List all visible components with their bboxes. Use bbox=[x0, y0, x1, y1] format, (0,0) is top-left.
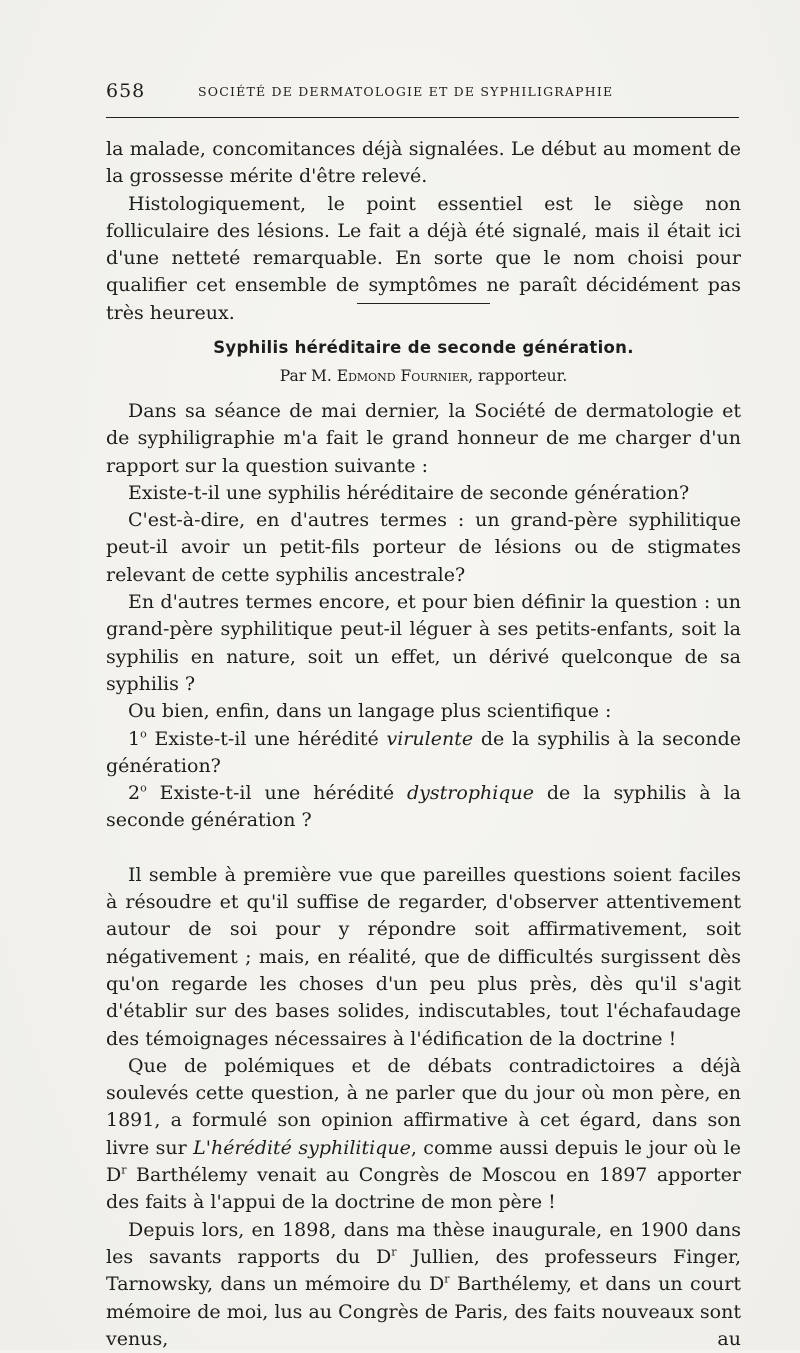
byline bbox=[106, 367, 741, 385]
paragraph: la malade, concomitances déjà signalées. Le début au moment de la grossesse mérite d'être relevé. bbox=[106, 138, 741, 188]
emphasis: dystrophique bbox=[407, 782, 534, 805]
question-number: 1 bbox=[128, 727, 141, 750]
ordinal-mark: o bbox=[140, 781, 147, 795]
paragraph: Il semble à première vue que pareilles questions soient faciles à résoudre et qu'il suffise de regarder, d'observer attentivement autour de soi pour y répondre soit affirmativement, soit négativement ; mais, en réalité, que de difficultés surgissent dès qu'on regarde les choses d'un peu plus près, dès qu'il s'agit d'établir sur des bases solides, indiscutables, tout l'échafaudage des témoignages nécessaires à l'édification de la doctrine ! bbox=[106, 863, 741, 1050]
running-title: SOCIÉTÉ DE DERMATOLOGIE ET DE SYPHILIGRAPHIE bbox=[198, 84, 614, 99]
paragraph: Existe-t-il une syphilis héréditaire de seconde génération? bbox=[128, 481, 690, 504]
paragraph: C'est-à-dire, en d'autres termes : un grand-père syphilitique peut-il avoir un petit-fils porteur de lésions ou de stigmates relevant de cette syphilis ancestrale? bbox=[106, 509, 741, 586]
page-header bbox=[106, 80, 739, 106]
paragraph: Que de polémiques et de débats contradictoires a déjà soulevés cette question, à ne parler que du jour où mon père, en 1891, a formulé son opinion affirmative à cet égard, dans son livre sur L'hérédité syphilitique, comme aussi depuis le jour où le $D^r$ Barthélemy venait au Congrès de Moscou en 1897 apporter des faits à l'appui de la doctrine de mon père ! bbox=[106, 1054, 741, 1214]
byline-prefix: Par M. bbox=[279, 367, 332, 385]
ordinal-mark: o bbox=[140, 727, 147, 741]
paragraph: Histologiquement, le point essentiel est le siège non folliculaire des lésions. Le fait a déjà été signalé, mais il était ici d'une netteté remarquable. En sorte que le nom choisi pour qualifier cet ensemble de symptômes ne paraît décidément pas très heureux. bbox=[106, 192, 741, 324]
paragraph: Ou bien, enfin, dans un langage plus scientifique : bbox=[128, 700, 612, 723]
page-number: 658 bbox=[106, 80, 146, 102]
question-number: 2 bbox=[128, 782, 141, 805]
header-rule bbox=[106, 117, 739, 118]
question-2: 2$^o$ Existe-t-il une hérédité dystrophique de la syphilis à la seconde génération ? bbox=[106, 781, 742, 832]
previous-report-continuation bbox=[106, 136, 741, 327]
article-body bbox=[106, 398, 741, 1353]
emphasis: virulente bbox=[386, 727, 474, 750]
paragraph: En d'autres termes encore, et pour bien définir la question : un grand-père syphilitique peut-il léguer à ses petits-enfants, soit la syphilis en nature, soit un effet, un dérivé quelconque de sa syphilis ? bbox=[106, 591, 741, 695]
byline-suffix: , rapporteur. bbox=[468, 367, 568, 385]
byline-author: Edmond Fournier bbox=[336, 367, 469, 385]
section-title: Syphilis héréditaire de seconde génération. bbox=[213, 338, 634, 357]
section-divider bbox=[357, 303, 490, 304]
book-title: L'hérédité syphilitique bbox=[193, 1136, 411, 1159]
paragraph: Dans sa séance de mai dernier, la Société de dermatologie et de syphiligraphie m'a fait le grand honneur de me charger d'un rapport sur la question suivante : bbox=[106, 400, 741, 477]
question-1: 1$^o$ Existe-t-il une hérédité virulente de la syphilis à la seconde génération? bbox=[106, 727, 741, 777]
paragraph: Depuis lors, en 1898, dans ma thèse inaugurale, en 1900 dans les savants rapports du $D^r$ Jullien, des professeurs Finger, Tarnowsky, dans un mémoire du $D^r$ Barthélemy, et dans un court mémoire de moi, lus au Congrès de Paris, des faits nouveaux sont venus, au bbox=[106, 1218, 741, 1350]
